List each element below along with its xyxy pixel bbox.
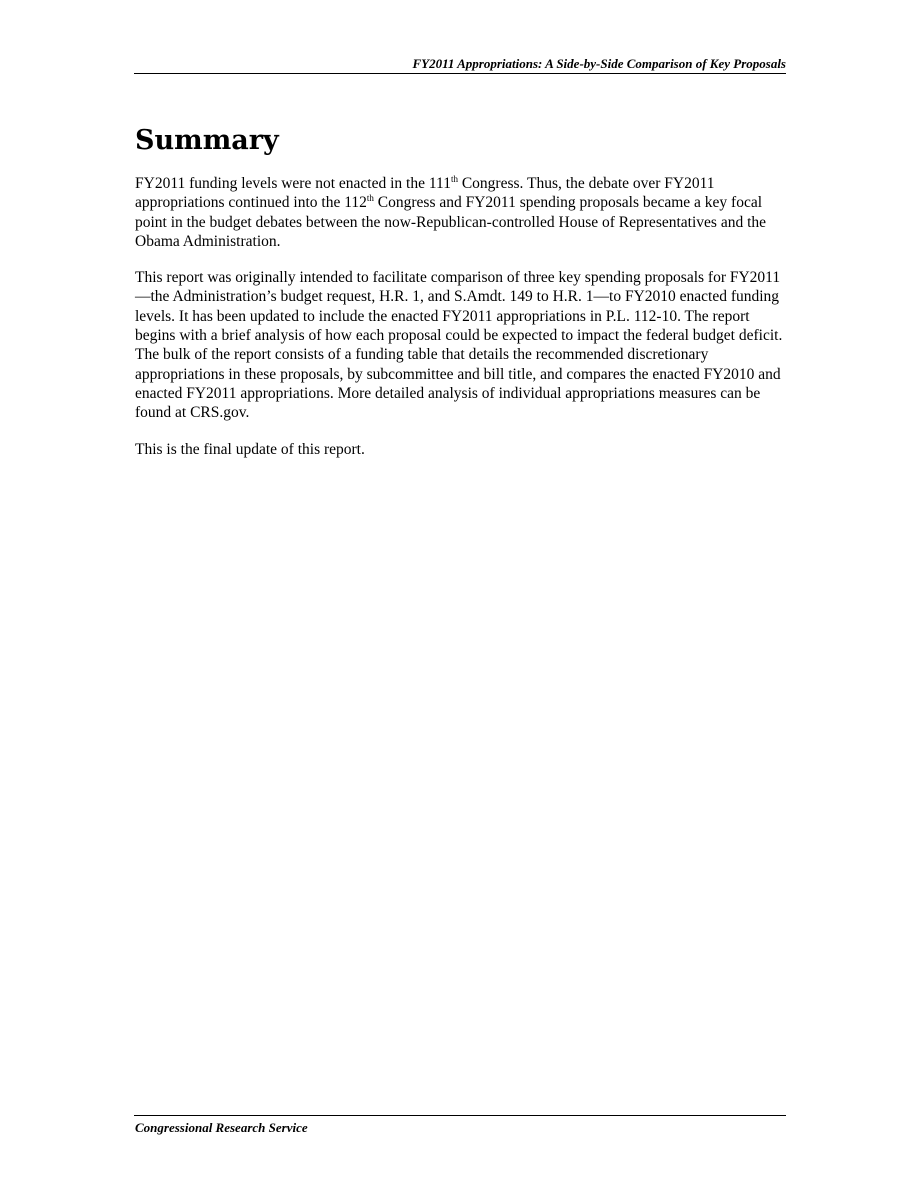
paragraph-1-text-b: Congress. Thus, the debate over FY2011 appropriations continued into the 112 xyxy=(135,175,715,212)
superscript-th-1: th xyxy=(450,174,458,184)
section-title: Summary xyxy=(135,125,279,156)
footer-divider xyxy=(134,1115,786,1116)
paragraph-1-text-a: FY2011 funding levels were not enacted in the 111 xyxy=(135,175,451,192)
paragraph-3: This is the final update of this report. xyxy=(135,440,365,458)
superscript-th-2: th xyxy=(366,193,374,204)
paragraph-2: This report was originally intended to facilitate comparison of three key spending proposals for FY2011—the Administration’s budget request, H.R. 1, and S.Amdt. 149 to H.R. 1—to FY2010 enacted funding levels. It has been updated to include the enacted FY2011 appropriations in P.L. 112-10. The report begins with a brief analysis of how each proposal could be expected to impact the federal budget deficit. The bulk of the report consists of a funding table that details the recommended discretionary appropriations in these proposals, by subcommittee and bill title, and compares the enacted FY2010 and enacted FY2011 appropriations. More detailed analysis of individual appropriations measures can be found at CRS.gov. xyxy=(135,269,783,422)
summary-body xyxy=(135,174,787,476)
paragraph-1 xyxy=(135,174,787,251)
paragraph-1-text-c: Congress and FY2011 spending proposals became a key focal point in the budget debates between the now-Republican-controlled House of Representatives and the Obama Administration. xyxy=(135,194,767,250)
running-header: FY2011 Appropriations: A Side-by-Side Comparison of Key Proposals xyxy=(134,56,786,74)
footer-publisher: Congressional Research Service xyxy=(135,1120,308,1135)
